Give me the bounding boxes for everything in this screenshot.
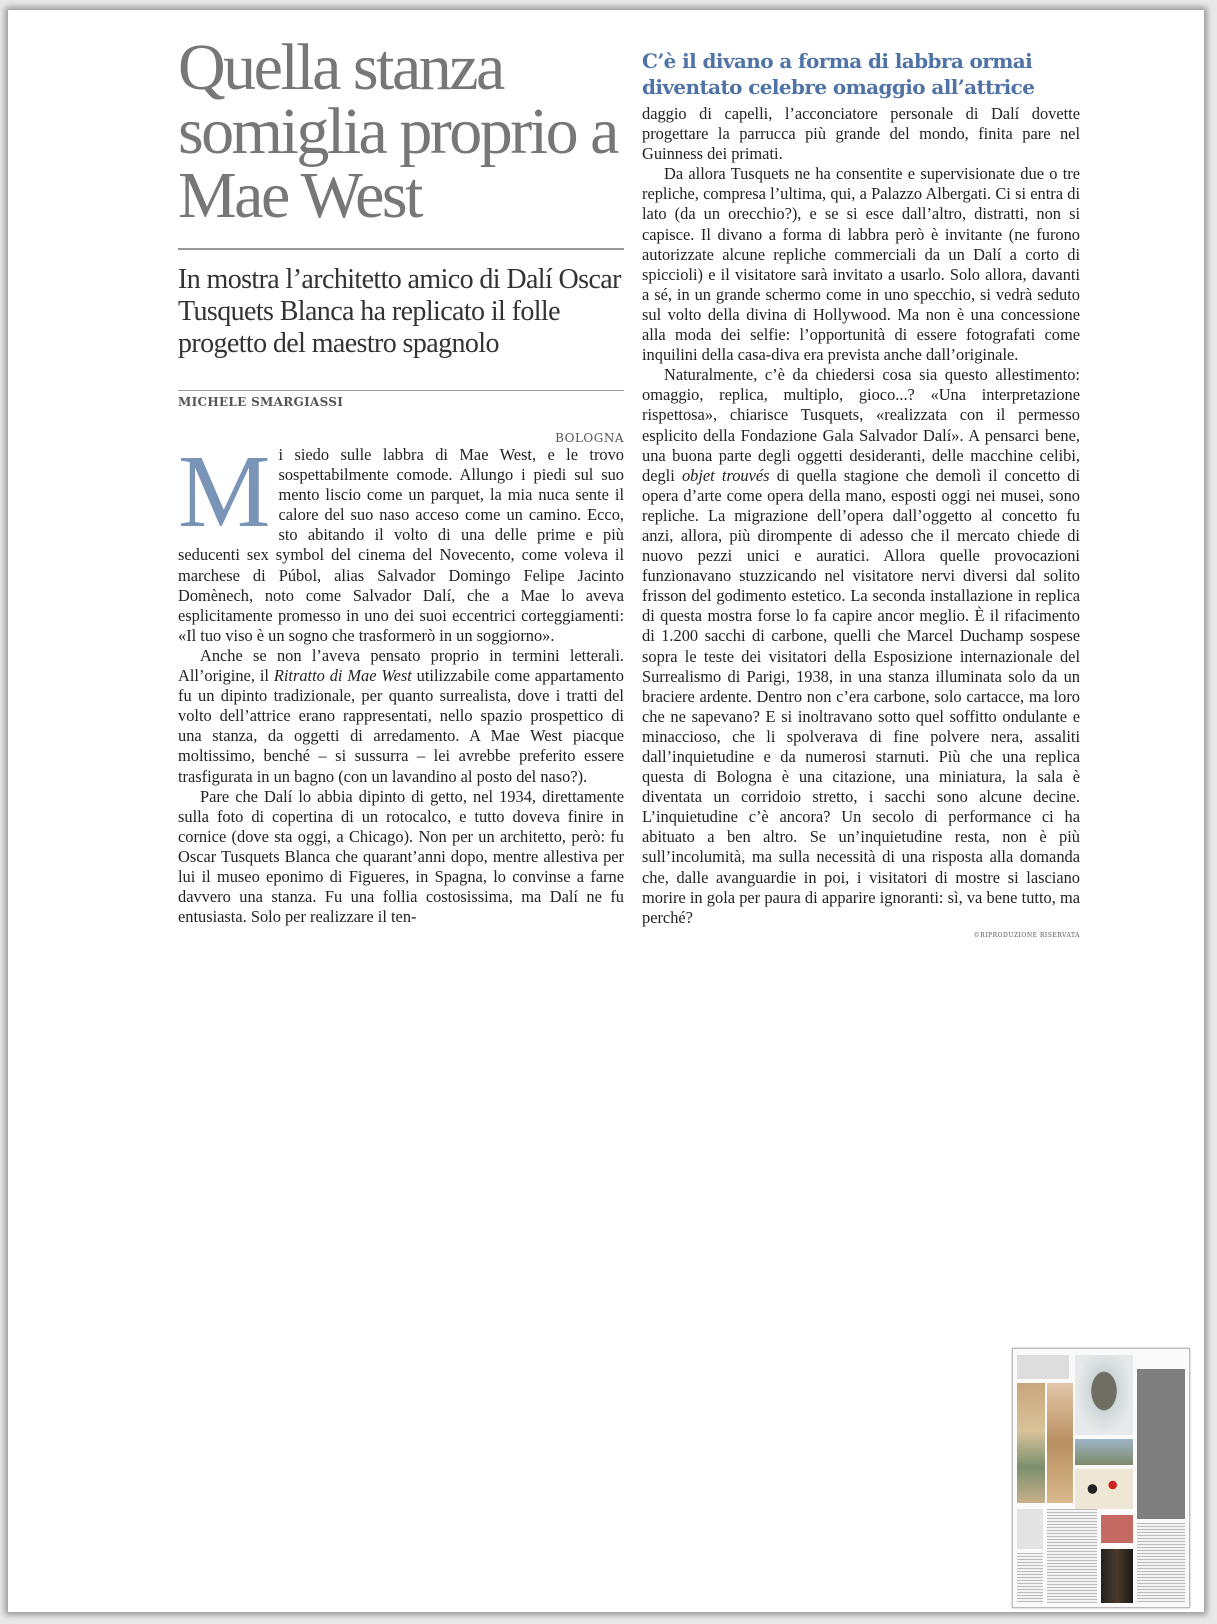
thumb-text-block-4 xyxy=(1137,1523,1185,1603)
left-column xyxy=(178,31,624,927)
paragraph-2-text-b: utilizzabile come appartamento fu un dipinto tradizionale, per quanto surrealista, dove i tratti del volto dell’attrice erano rappresentati, nello spazio prospettico di una stanza, da oggetti di arredamento. A Mae West piacque moltissimo, benché – si sussurra – lei avrebbe preferito essere trasfigurata in un bagno (con un lavandino al posto del naso?). xyxy=(178,666,624,786)
headline-rule xyxy=(178,248,624,250)
thumb-painting-left xyxy=(1017,1383,1045,1503)
paragraph-5: Da allora Tusquets ne ha consentite e supervisionate due o tre repliche, compresa l’ultima, qui, a Palazzo Albergati. Ci si entra di lato (da un orecchio?), e se si esce dall’altro, distratti, non si capisce. Il divano a forma di labbra però è invitante (ne furono autorizzate alcune repliche commerciali da un Dalí a corto di spiccioli) e il visitatore sarà invitato a usarlo. Solo allora, davanti a sé, in un grande schermo come in uno specchio, si vedrà seduto sul volto della divina di Hollywood. Ma non è una concessione alla moda dei selfie: l’opportunità di essere fotografati come inquilini della casa-diva era prevista anche dall’originale. xyxy=(642,164,1080,365)
thumb-photo-abstract xyxy=(1075,1469,1133,1509)
paragraph-1-text: i siedo sulle labbra di Mae West, e le trovo sospettabilmente comode. Allungo i piedi sul suo mento liscio come un parquet, la mia nuca sente il calore del suo naso acceso come un camino. Ecco, sto abitando il volto di una delle prime e più seducenti sex symbol del cinema del Novecento, come voleva il marchese di Púbol, alias Salvador Domingo Felipe Jacinto Domènech, noto come Salvador Dalí, che a Mae lo aveva esplicitamente promesso in uno dei suoi eccentrici corteggiamenti: «Il tuo viso è un sogno che trasformerò in un soggiorno». xyxy=(178,445,624,645)
paragraph-6-text-a: Naturalmente, c’è da chiedersi cosa sia questo allestimento: omaggio, replica, multiplo, gioco...? «Una interpretazione rispettosa», chiarisce Tusquets, «realizzata con il permesso esplicito della Fondazione Gala Salvador Dalí». A pensarci bene, una buona parte degli oggetti desideranti, delle macchine celibi, degli xyxy=(642,365,1080,485)
article-body-right xyxy=(642,104,1080,928)
paragraph-4: daggio di capelli, l’acconciatore personale di Dalí dovette progettare la parrucca più grande del mondo, finita pare nel Guinness dei primati. xyxy=(642,104,1080,164)
paragraph-2-italic: Ritratto di Mae West xyxy=(273,666,412,686)
thumb-grey-column xyxy=(1137,1369,1185,1519)
thumb-painting-figure xyxy=(1047,1383,1073,1503)
byline: MICHELE SMARGIASSI xyxy=(178,395,344,409)
paragraph-6-italic: objet trouvés xyxy=(681,465,770,485)
thumb-headline-block xyxy=(1017,1355,1069,1379)
thumb-photo-dark xyxy=(1101,1549,1133,1603)
paragraph-3: Pare che Dalí lo abbia dipinto di getto, nel 1934, direttamente sulla foto di copertina di un rotocalco, e tutto doveva finire in cornice (dove sta oggi, a Chicago). Non per un architetto, però: fu Oscar Tusquets Blanca che quarant’anni dopo, mentre allestiva per lui il museo eponimo di Figueres, in Spagna, lo convinse a farne davvero una stanza. Fu una follia costosissima, ma Dalí ne fu entusiasta. Solo per realizzare il ten- xyxy=(178,786,624,927)
right-column xyxy=(642,48,1080,939)
thumb-text-block-3 xyxy=(1017,1553,1043,1603)
paragraph-6-text-b: di quella stagione che demolì il concetto di opera d’arte come opera della mano, esposti oggi nei musei, sono repliche. La migrazione dell’opera dall’oggetto al concetto fu anzi, allora, più dirompente di adesso che il mercato chiede di nuovo pezzi unici e auratici. Allora quelle provocazioni funzionavano stuzzicando nel visitatore nervi diversi dal solito frisson del godimento estetico. La seconda installazione in replica di questa mostra forse lo fa capire ancor meglio. È il rifacimento di 1.200 sacchi di carbone, quelli che Marcel Duchamp sospese sopra le teste dei visitatori della Esposizione internazionale del Surrealismo di Parigi, 1938, in una stanza illuminata solo da un braciere ardente. Dentro non c’era carbone, solo cartacce, ma loro che ne sapevano? E si inoltravano sotto quel soffitto ondulante e minaccioso, che li spolverava di fine polvere nera, assaliti dall’inquietudine e da numerosi starnuti. Più che una replica questa di Bologna è una citazione, una miniatura, la sala è diventata un corridoio stretto, i sacchi sono alcune decine. L’inquietudine c’è ancora? Un secolo di performance ci ha abituato a ben altro. Se un’inquietudine resta, non è più sull’incolumità, ma sulla necessità di una risposta alla domanda che, dalle avanguardie in poi, i visitatori di mostre si lasciano morire in gola per paura di apparire ignoranti: sì, va bene tutto, ma perché? xyxy=(642,465,1081,927)
byline-rule xyxy=(178,390,624,391)
paragraph-6 xyxy=(642,365,1080,928)
newspaper-page xyxy=(8,10,1204,1612)
dateline: BOLOGNA xyxy=(555,431,624,445)
drop-cap: M xyxy=(178,434,271,549)
thumb-photo-landscape xyxy=(1075,1439,1133,1465)
page-thumbnail xyxy=(1012,1348,1190,1608)
headline: Quella stanza somiglia proprio a Mae West xyxy=(178,31,617,232)
thumb-text-block-1 xyxy=(1017,1509,1043,1549)
standfirst: In mostra l’architetto amico di Dalí Oscar Tusquets Blanca ha replicato il folle progetto del maestro spagnolo xyxy=(178,264,621,359)
paragraph-2-text-a: Anche se non l’aveva pensato proprio in termini letterali. All’origine, il xyxy=(178,645,624,686)
paragraph-2 xyxy=(178,646,624,787)
side-headline: C’è il divano a forma di labbra ormai diventato celebre omaggio all’attrice xyxy=(642,49,1035,99)
thumb-photo-red xyxy=(1101,1515,1133,1543)
thumb-text-block-2 xyxy=(1047,1509,1097,1603)
copyright-notice: ©RIPRODUZIONE RISERVATA xyxy=(973,931,1080,939)
thumb-photo-rock xyxy=(1075,1355,1133,1435)
